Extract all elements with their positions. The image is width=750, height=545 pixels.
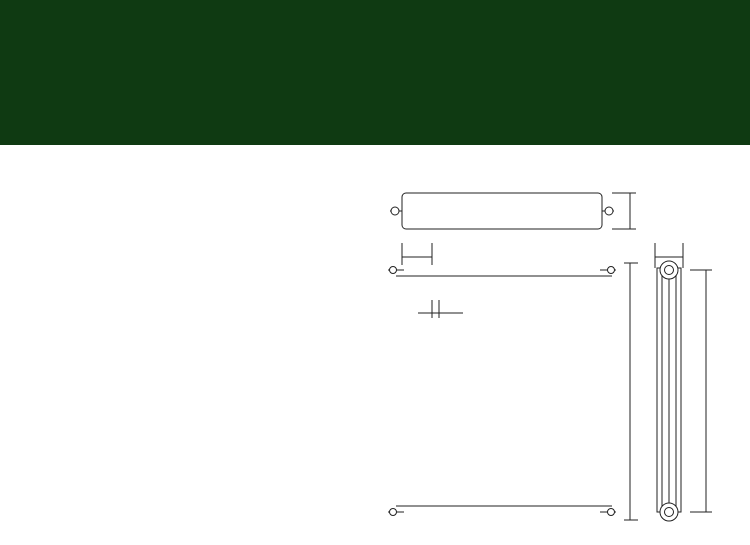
side-view xyxy=(655,243,712,521)
top-view xyxy=(390,193,636,229)
front-view xyxy=(388,243,638,520)
